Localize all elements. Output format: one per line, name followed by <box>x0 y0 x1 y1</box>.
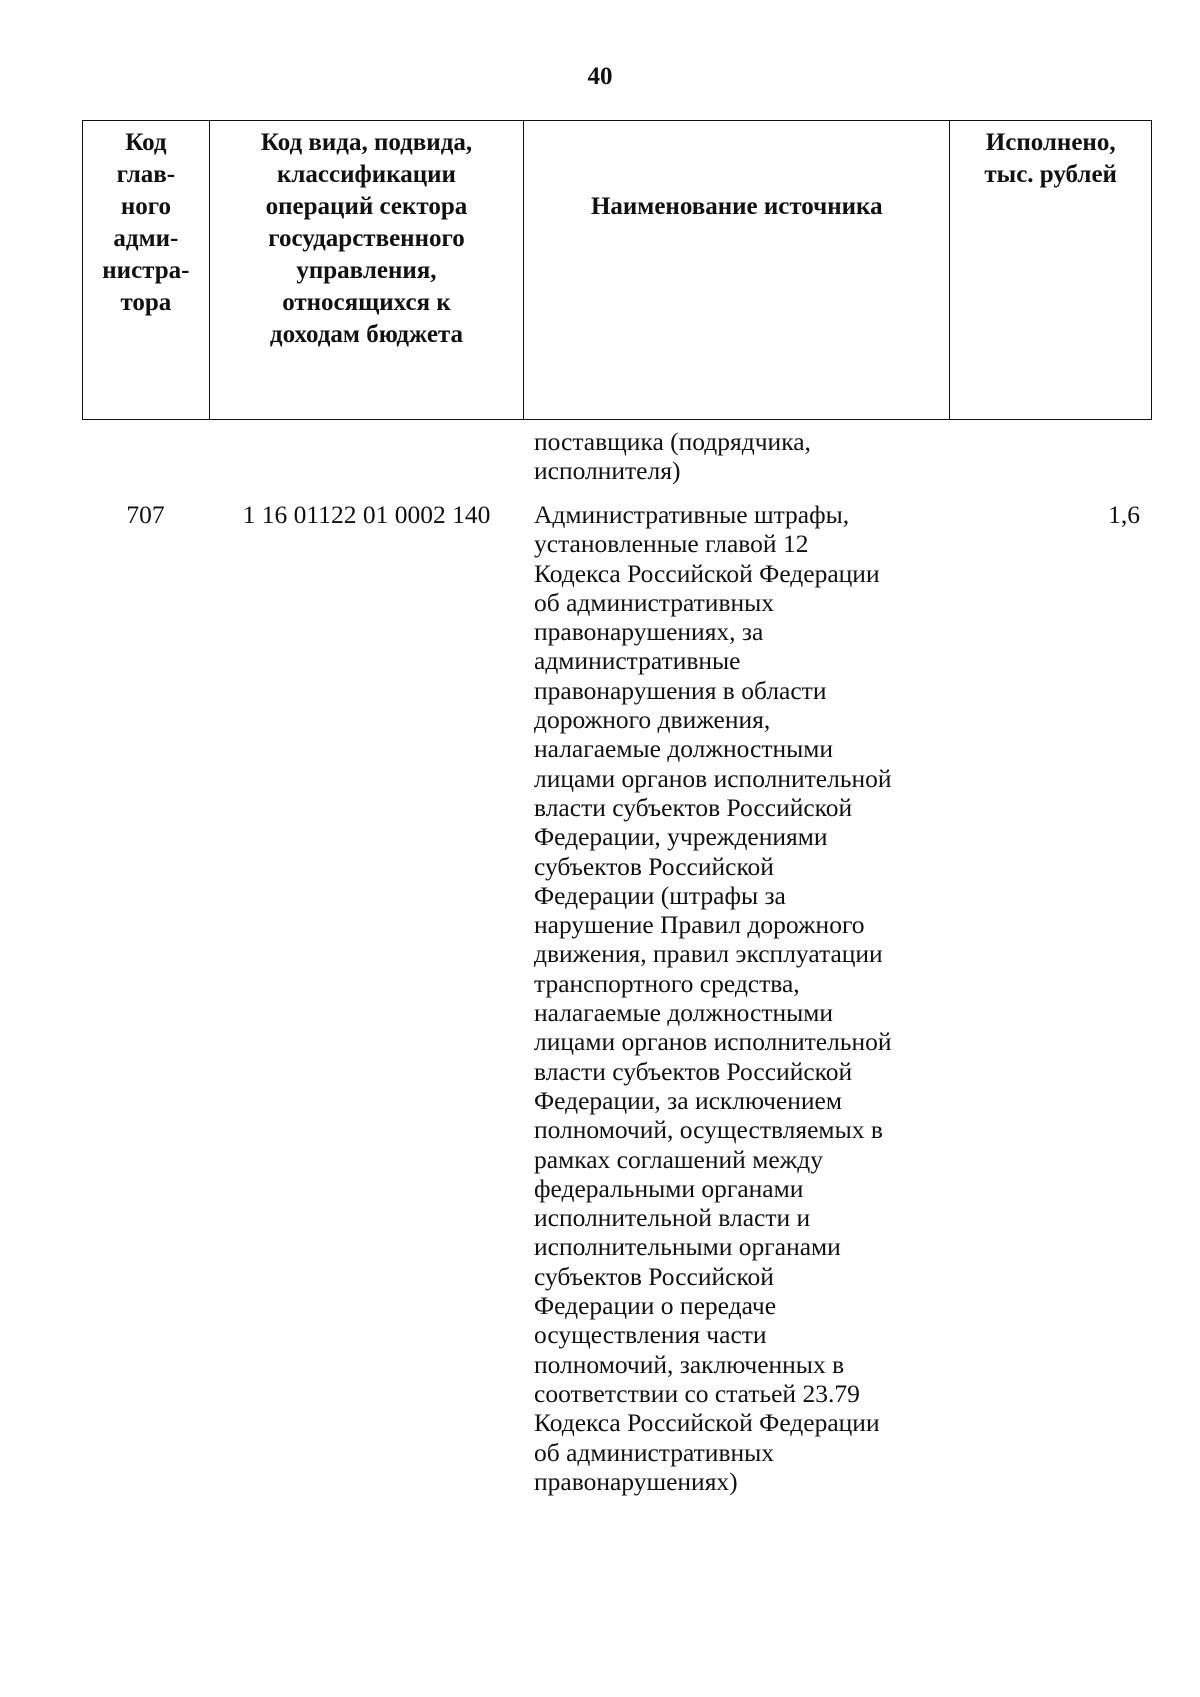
row-name-line: Федерации о передаче <box>534 1291 777 1321</box>
row-name-line: Федерации, учреждениями <box>534 822 828 852</box>
row-name-line: правонарушениях) <box>534 1466 738 1496</box>
header-name-label: Наименование источника <box>590 193 883 220</box>
row-name-line: транспортного средства, <box>534 968 800 998</box>
row-name-line: движения, правил эксплуатации <box>534 939 883 969</box>
row-name-line: правонарушения в области <box>534 675 827 705</box>
header-admin-code-line: адми- <box>113 225 179 252</box>
header-admin-code-line: тора <box>120 289 172 316</box>
row-name-line: об административных <box>534 587 775 617</box>
row-name-line: субъектов Российской <box>534 851 774 881</box>
header-amount-line: Исполнено, <box>985 129 1116 156</box>
header-admin-code-line: нистра- <box>102 257 190 284</box>
row-name-line: соответствии со статьей 23.79 <box>534 1378 860 1408</box>
header-admin-code <box>83 121 210 419</box>
header-kbk-line: управления, <box>296 257 437 284</box>
row-kbk: 1 16 01122 01 0002 140 <box>242 500 491 529</box>
header-kbk-line: доходам бюджета <box>269 321 464 348</box>
table-header <box>82 120 1152 420</box>
row-name-line: осуществления части <box>534 1320 767 1350</box>
continuation-line: поставщика (подрядчика, <box>534 427 811 456</box>
row-amount: 1,6 <box>1108 500 1140 529</box>
header-kbk-line: относящихся к <box>282 289 451 316</box>
row-name-line: исполнительными органами <box>534 1232 841 1262</box>
row-name-line: дорожного движения, <box>534 705 771 735</box>
row-name-line: правонарушениях, за <box>534 617 764 647</box>
row-name <box>534 500 954 1496</box>
header-name <box>524 121 950 419</box>
header-kbk-line: классификации <box>276 161 456 188</box>
header-admin-code-line: ного <box>120 193 171 220</box>
header-kbk <box>210 121 524 419</box>
row-name-line: установленные главой 12 <box>534 529 809 559</box>
continuation-name <box>534 427 954 486</box>
row-name-line: федеральными органами <box>534 1173 804 1203</box>
row-name-line: полномочий, заключенных в <box>534 1349 845 1379</box>
row-name-line: административные <box>534 646 741 676</box>
row-name-line: налагаемые должностными <box>534 734 834 764</box>
header-kbk-line: Код вида, подвида, <box>260 129 473 156</box>
row-name-line: рамках соглашений между <box>534 1144 823 1174</box>
row-name-line: власти субъектов Российской <box>534 1056 853 1086</box>
row-name-line: Федерации, за исключением <box>534 1085 842 1115</box>
page-number: 40 <box>587 63 613 90</box>
row-name-line: власти субъектов Российской <box>534 792 853 822</box>
row-name-line: субъектов Российской <box>534 1261 774 1291</box>
row-name-line: полномочий, осуществляемых в <box>534 1115 883 1145</box>
row-name-line: Кодекса Российской Федерации <box>534 1408 880 1438</box>
row-name-line: нарушение Правил дорожного <box>534 910 865 940</box>
continuation-line: исполнителя) <box>534 456 681 486</box>
header-kbk-line: государственного <box>268 225 465 252</box>
header-amount <box>950 121 1151 419</box>
header-amount-line: тыс. рублей <box>984 161 1117 188</box>
row-name-line: налагаемые должностными <box>534 998 834 1028</box>
row-name-line: об административных <box>534 1437 775 1467</box>
header-kbk-line: операций сектора <box>265 193 468 220</box>
row-name-line: лицами органов исполнительной <box>534 1027 892 1057</box>
row-name-line: Федерации (штрафы за <box>534 880 786 910</box>
header-admin-code-line: глав- <box>116 161 176 188</box>
row-name-line: Административные штрафы, <box>534 500 850 529</box>
row-name-line: Кодекса Российской Федерации <box>534 558 880 588</box>
header-admin-code-line: Код <box>125 129 167 156</box>
row-admin-code: 707 <box>126 500 165 529</box>
row-name-line: лицами органов исполнительной <box>534 763 892 793</box>
row-name-line: исполнительной власти и <box>534 1203 811 1233</box>
